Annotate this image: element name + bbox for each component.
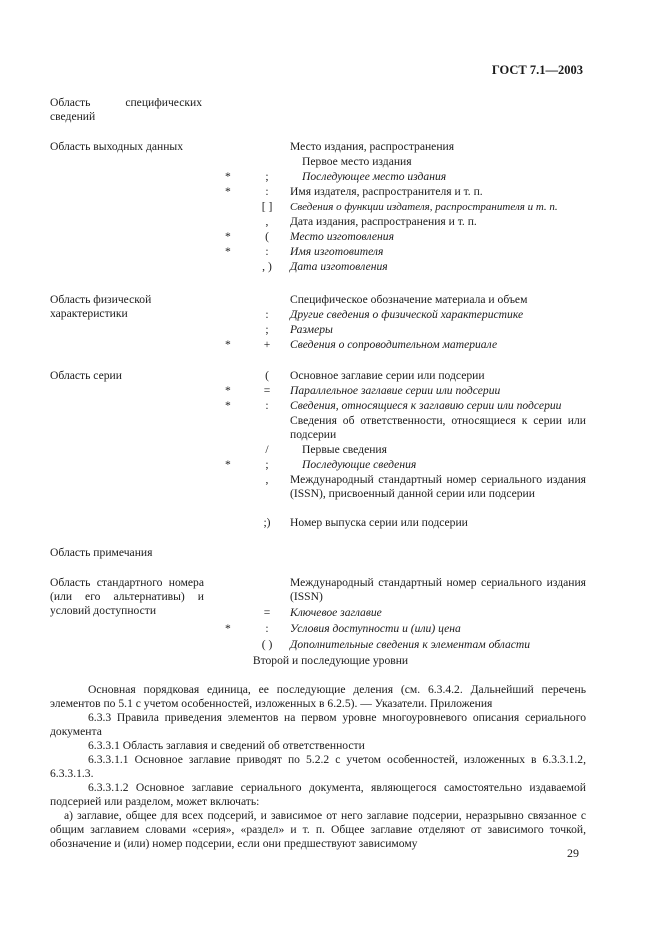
area-standard-number [50, 576, 586, 651]
section-heading: Второй и последующие уровни [252, 654, 409, 667]
area-name: Область физической характеристики [50, 293, 152, 320]
element-text: Первое место издания [302, 155, 412, 168]
element-text: Международный стандартный номер сериального издания (ISSN), присвоенный данной серии или подсерии [290, 473, 586, 500]
paragraph: а) заглавие, общее для всех подсерий, и зависимое от него заглавие подсерии, неразрывно связанное с общим заглавием словами «серия», «раздел» и т. п. Общее заглавие отделяют от зависимого точкой, обозначение и (или) номер подсерии, если они предшествуют зависимому [50, 809, 586, 850]
page-number: 29 [567, 846, 579, 860]
paragraph: 6.3.3.1 Область заглавия и сведений об ответственности [88, 739, 365, 752]
element-text: Международный стандартный номер сериального издания (ISSN) [290, 576, 586, 603]
area-name: Область специфических сведений [50, 96, 202, 123]
document-code: ГОСТ 7.1—2003 [491, 63, 583, 77]
element-text: Место изготовления [290, 230, 394, 243]
punctuation-sign: : [265, 185, 269, 198]
punctuation-sign: + [263, 338, 271, 351]
punctuation-sign: ; [265, 323, 269, 336]
element-text: Размеры [290, 323, 333, 336]
area-notes [50, 546, 586, 576]
element-text: Дополнительные сведения к элементам области [290, 638, 531, 651]
area-specific-info [50, 96, 586, 140]
punctuation-sign: = [263, 606, 271, 619]
punctuation-sign: : [265, 622, 269, 635]
mandatory-mark: * [225, 338, 231, 351]
element-text: Другие сведения о физической характеристике [290, 308, 524, 321]
element-text: Сведения об ответственности, относящиеся к серии или подсерии [290, 414, 586, 441]
punctuation-sign: ;) [263, 516, 271, 529]
area-name: Область примечания [50, 546, 153, 559]
element-text: Ключевое заглавие [290, 606, 382, 619]
area-name: Область выходных данных [50, 140, 184, 153]
punctuation-sign: : [265, 245, 269, 258]
mandatory-mark: * [225, 170, 231, 183]
element-text: Имя издателя, распространителя и т. п. [290, 185, 483, 198]
mandatory-mark: * [225, 245, 231, 258]
area-physical-description [50, 293, 586, 369]
element-text: Дата издания, распространения и т. п. [290, 215, 477, 228]
punctuation-sign: ; [265, 458, 269, 471]
elements-scheme [50, 96, 586, 651]
punctuation-sign: ( [265, 369, 269, 382]
element-text: Основное заглавие серии или подсерии [290, 369, 485, 382]
element-text: Специфическое обозначение материала и объем [290, 293, 528, 306]
element-text: Последующее место издания [302, 170, 447, 183]
area-name: Область стандартного номера (или его альтернативы) и условий доступности [50, 576, 204, 617]
body-text [50, 683, 586, 851]
element-text: Сведения о сопроводительном материале [290, 338, 498, 351]
punctuation-sign: , [265, 215, 269, 228]
mandatory-mark: * [225, 384, 231, 397]
element-text: Последующие сведения [302, 458, 417, 471]
mandatory-mark: * [225, 185, 231, 198]
punctuation-sign: ( ) [261, 638, 273, 651]
punctuation-sign: : [265, 399, 269, 412]
punctuation-sign: ( [265, 230, 269, 243]
area-name: Область серии [50, 369, 122, 382]
area-series [50, 369, 586, 546]
element-text: Первые сведения [302, 443, 387, 456]
element-text: Номер выпуска серии или подсерии [290, 516, 468, 529]
punctuation-sign: / [265, 443, 269, 456]
paragraph: 6.3.3.1.2 Основное заглавие сериального документа, являющегося самостоятельно издаваемой подсерией или разделом, может включать: [50, 781, 586, 808]
mandatory-mark: * [225, 399, 231, 412]
mandatory-mark: * [225, 622, 231, 635]
element-text: Параллельное заглавие серии или подсерии [290, 384, 501, 397]
mandatory-mark: * [225, 230, 231, 243]
element-text: Сведения о функции издателя, распространителя и т. п. [290, 201, 558, 213]
punctuation-sign: = [263, 384, 271, 397]
punctuation-sign: , ) [262, 260, 272, 273]
punctuation-sign: ; [265, 170, 269, 183]
paragraph: 6.3.3 Правила приведения элементов на первом уровне многоуровневого описания сериального документа [50, 711, 586, 738]
punctuation-sign: [ ] [261, 200, 273, 213]
area-publication-data [50, 140, 586, 293]
punctuation-sign: , [265, 473, 269, 486]
element-text: Условия доступности и (или) цена [290, 622, 461, 635]
element-text: Дата изготовления [290, 260, 388, 273]
paragraph: 6.3.3.1.1 Основное заглавие приводят по 5.2.2 с учетом особенностей, изложенных в 6.3.3.1.2, 6.3.3.1.3. [50, 753, 586, 780]
element-text: Имя изготовителя [290, 245, 384, 258]
element-text: Место издания, распространения [290, 140, 455, 153]
mandatory-mark: * [225, 458, 231, 471]
punctuation-sign: : [265, 308, 269, 321]
element-text: Сведения, относящиеся к заглавию серии или подсерии [290, 399, 562, 412]
paragraph: Основная порядковая единица, ее последующие деления (см. 6.3.4.2. Дальнейший перечень элементов по 5.1 с учетом особенностей, изложенных в 6.2.5). — Указатели. Приложения [50, 683, 586, 710]
